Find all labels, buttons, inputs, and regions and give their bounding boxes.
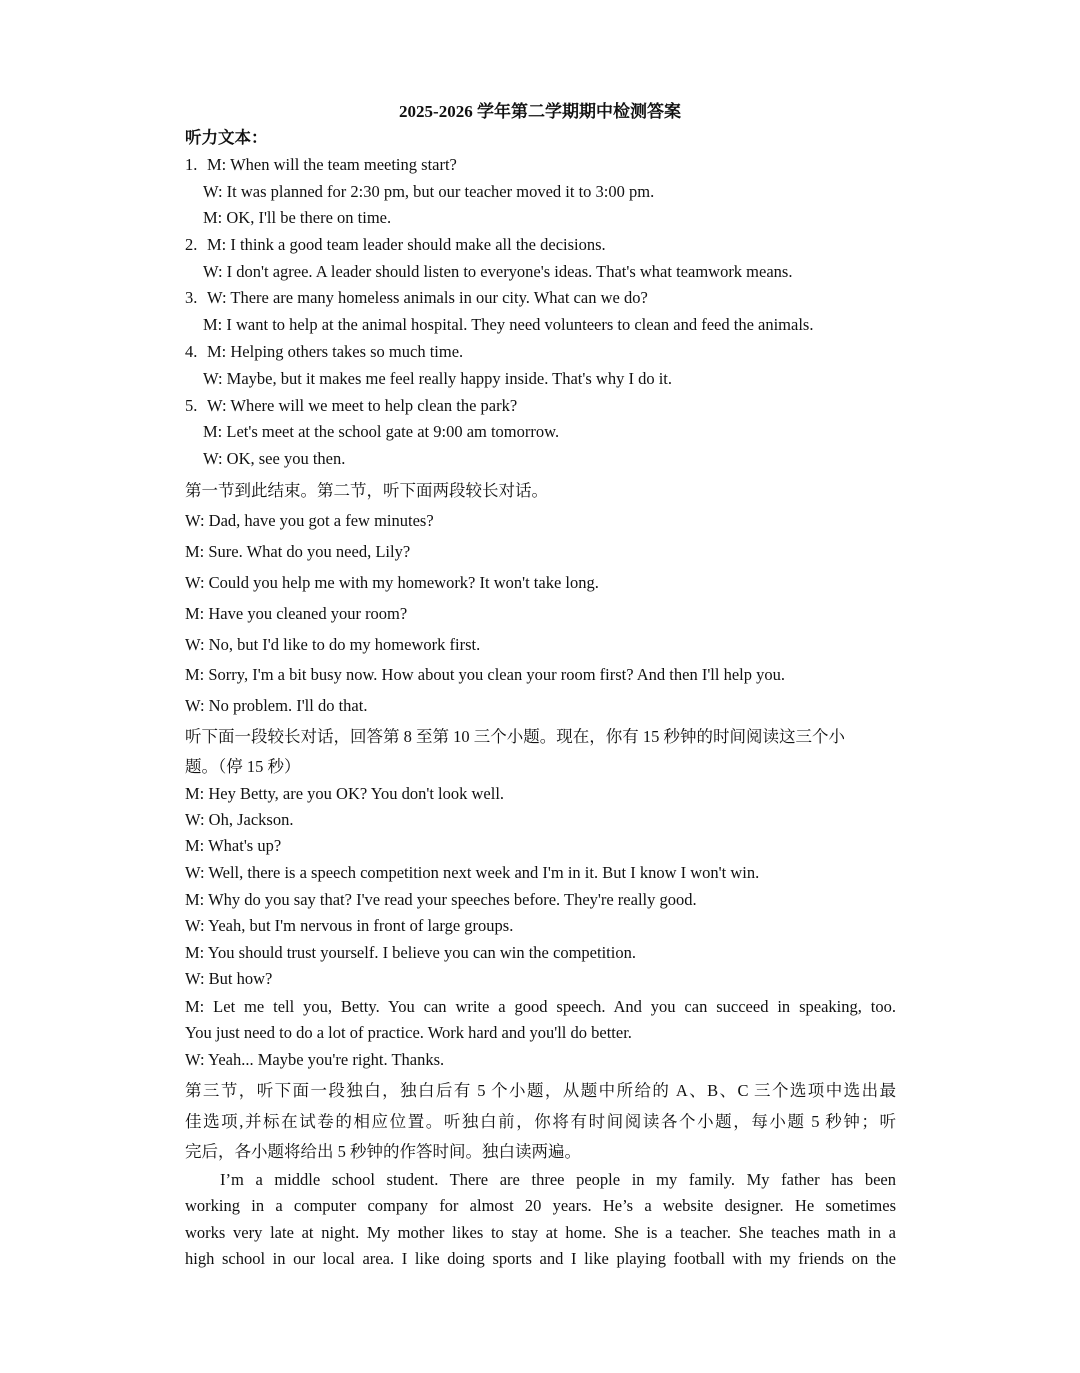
dialogue-line: M: Have you cleaned your room? [185, 604, 408, 623]
dialogue-line: M: Sorry, I'm a bit busy now. How about you clean your room first? And then I'll help you. [185, 665, 786, 684]
section-instruction: 第一节到此结束。第二节，听下面两段较长对话。 [185, 481, 548, 500]
item-number: 3. [185, 288, 198, 307]
page-title: 2025-2026 学年第二学期期中检测答案 [399, 102, 681, 121]
dialogue-line: W: No, but I'd like to do my homework first. [185, 635, 481, 654]
section-instruction: 题。（停 15 秒） [185, 757, 301, 776]
dialogue-line: W: I don't agree. A leader should listen to everyone's ideas. That's what teamwork means. [203, 262, 793, 281]
dialogue-line: M: What's up? [185, 836, 282, 855]
dialogue-line: M: Let's meet at the school gate at 9:00 am tomorrow. [203, 422, 560, 441]
dialogue-line: You just need to do a lot of practice. Work hard and you'll do better. [185, 1023, 632, 1042]
dialogue-line: M: When will the team meeting start? [207, 155, 457, 174]
section-instruction: 佳选项,并标在试卷的相应位置。听独白前，你将有时间阅读各个小题，每小题 5 秒钟；听 [185, 1112, 897, 1131]
dialogue-line: M: OK, I'll be there on time. [203, 208, 392, 227]
dialogue-line: W: Where will we meet to help clean the park? [207, 396, 518, 415]
item-number: 2. [185, 235, 198, 254]
dialogue-line: M: Sure. What do you need, Lily? [185, 542, 411, 561]
dialogue-line: W: Maybe, but it makes me feel really happy inside. That's why I do it. [203, 369, 672, 388]
dialogue-line: M: Helping others takes so much time. [207, 342, 464, 361]
section-instruction: 完后，各小题将给出 5 秒钟的作答时间。独白读两遍。 [185, 1142, 581, 1161]
dialogue-line: W: Dad, have you got a few minutes? [185, 511, 434, 530]
dialogue-line: W: Oh, Jackson. [185, 810, 294, 829]
item-number: 5. [185, 396, 198, 415]
dialogue-line: M: I want to help at the animal hospital. They need volunteers to clean and feed the animals. [203, 315, 814, 334]
dialogue-line: W: Could you help me with my homework? It won't take long. [185, 573, 599, 592]
dialogue-line: W: Yeah... Maybe you're right. Thanks. [185, 1050, 445, 1069]
dialogue-line: W: Well, there is a speech competition next week and I'm in it. But I know I won't win. [185, 863, 760, 882]
dialogue-line: M: You should trust yourself. I believe you can win the competition. [185, 943, 636, 962]
dialogue-line: W: No problem. I'll do that. [185, 696, 368, 715]
dialogue-line: W: There are many homeless animals in our city. What can we do? [207, 288, 648, 307]
monologue-line: working in a computer company for almost 20 years. He’s a website designer. He sometimes [185, 1196, 896, 1215]
dialogue-line: W: But how? [185, 969, 273, 988]
item-number: 1. [185, 155, 198, 174]
dialogue-line: W: It was planned for 2:30 pm, but our teacher moved it to 3:00 pm. [203, 182, 655, 201]
dialogue-line: W: OK, see you then. [203, 449, 346, 468]
dialogue-line: M: I think a good team leader should make all the decisions. [207, 235, 606, 254]
section-heading: 听力文本： [185, 128, 268, 147]
dialogue-line: M: Hey Betty, are you OK? You don't look well. [185, 784, 505, 803]
dialogue-line: W: Yeah, but I'm nervous in front of large groups. [185, 916, 514, 935]
item-number: 4. [185, 342, 198, 361]
monologue-line: high school in our local area. I like doing sports and I like playing football with my friends on the [185, 1249, 896, 1268]
monologue-line: I’m a middle school student. There are three people in my family. My father has been [220, 1170, 896, 1189]
dialogue-line: M: Why do you say that? I've read your speeches before. They're really good. [185, 890, 697, 909]
section-instruction: 第三节，听下面一段独白，独白后有 5 个小题，从题中所给的 A、B、C 三个选项中选出最 [185, 1081, 896, 1100]
section-instruction: 听下面一段较长对话，回答第 8 至第 10 三个小题。现在，你有 15 秒钟的时间阅读这三个小 [185, 727, 845, 746]
dialogue-line: M: Let me tell you, Betty. You can write a good speech. And you can succeed in speaking, too. [185, 997, 896, 1016]
monologue-line: works very late at night. My mother likes to stay at home. She is a teacher. She teaches math in a [185, 1223, 896, 1242]
